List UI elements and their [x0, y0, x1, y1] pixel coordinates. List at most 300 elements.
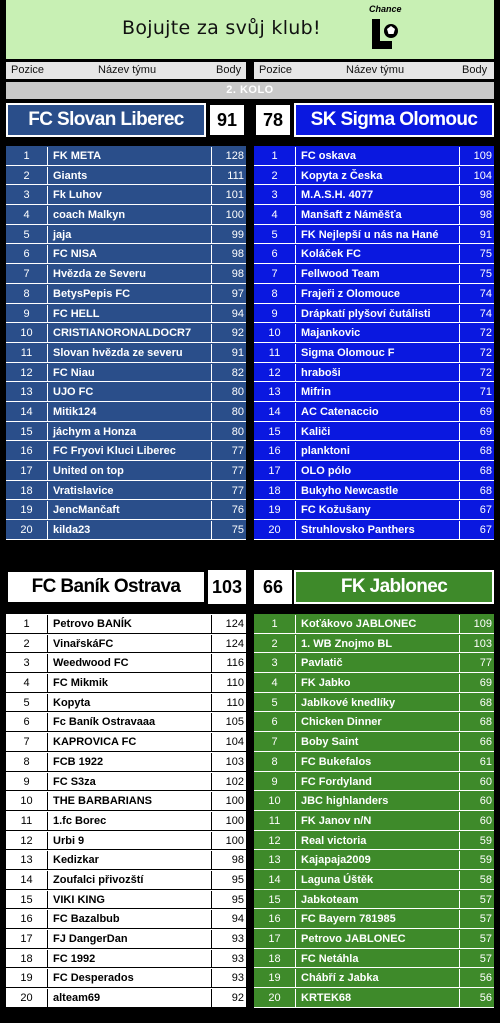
- team-name-cell: Fc Baník Ostravaaa: [49, 713, 212, 731]
- table-row: [6, 146, 246, 166]
- banner-slogan: Bojujte za svůj klub!: [122, 17, 321, 39]
- table-row: [6, 712, 246, 732]
- position-cell: 13: [6, 383, 48, 401]
- position-cell: 14: [254, 871, 296, 889]
- column-pos-label: Pozice: [11, 64, 45, 76]
- column-header-left: [6, 62, 246, 79]
- position-cell: 2: [254, 167, 296, 185]
- position-cell: 16: [6, 910, 48, 928]
- position-cell: 4: [6, 674, 48, 692]
- team-name-cell: Mifrin: [297, 383, 460, 401]
- position-cell: 19: [254, 969, 296, 987]
- team-name-cell: United on top: [49, 462, 212, 480]
- position-cell: 5: [254, 694, 296, 712]
- points-cell: 99: [231, 228, 244, 241]
- points-cell: 68: [479, 484, 492, 497]
- table-row: [6, 673, 246, 693]
- position-cell: 20: [6, 521, 48, 539]
- points-cell: 91: [231, 346, 244, 359]
- points-cell: 97: [231, 287, 244, 300]
- round-label: 2. KOLO: [6, 82, 494, 99]
- team-name-cell: 1.fc Borec: [49, 812, 212, 830]
- position-cell: 17: [254, 930, 296, 948]
- position-cell: 1: [6, 147, 48, 165]
- position-cell: 20: [254, 521, 296, 539]
- table-row: [254, 264, 494, 284]
- points-cell: 95: [231, 893, 244, 906]
- table-row: [254, 634, 494, 654]
- table-row: [6, 909, 246, 929]
- table-row: [254, 441, 494, 461]
- points-cell: 100: [225, 814, 244, 827]
- position-cell: 14: [254, 403, 296, 421]
- table-row: [6, 929, 246, 949]
- points-cell: 111: [227, 169, 244, 182]
- score-ostrava: 103: [208, 570, 246, 604]
- position-cell: 16: [254, 910, 296, 928]
- points-cell: 98: [479, 209, 492, 222]
- table-row: [6, 244, 246, 264]
- points-cell: 92: [231, 327, 244, 340]
- table-row: [6, 653, 246, 673]
- points-cell: 69: [479, 425, 492, 438]
- points-cell: 82: [231, 366, 244, 379]
- team-name-cell: Weedwood FC: [49, 654, 212, 672]
- table-row: [6, 949, 246, 969]
- team-name-cell: Pavlatič: [297, 654, 460, 672]
- table-row: [254, 811, 494, 831]
- points-cell: 71: [479, 386, 492, 399]
- position-cell: 6: [6, 245, 48, 263]
- table-row: [6, 441, 246, 461]
- score-jablonec: 66: [254, 570, 292, 604]
- points-cell: 94: [231, 307, 244, 320]
- points-cell: 91: [479, 228, 492, 241]
- table-row: [254, 752, 494, 772]
- position-cell: 17: [6, 462, 48, 480]
- team-name-cell: FC Bukefalos: [297, 753, 460, 771]
- table-row: [254, 949, 494, 969]
- points-cell: 103: [225, 755, 244, 768]
- points-cell: 93: [231, 952, 244, 965]
- position-cell: 12: [254, 832, 296, 850]
- points-cell: 75: [479, 248, 492, 261]
- table-row: [6, 481, 246, 501]
- position-cell: 11: [6, 344, 48, 362]
- team-name-cell: Vratislavice: [49, 482, 212, 500]
- table-row: [254, 909, 494, 929]
- team-name-cell: FC Fryovi Kluci Liberec: [49, 442, 212, 460]
- table-row: [254, 205, 494, 225]
- table-row: [254, 422, 494, 442]
- position-cell: 1: [254, 615, 296, 633]
- position-cell: 6: [254, 713, 296, 731]
- column-header-right: [254, 62, 494, 79]
- team-name-cell: Fk Luhov: [49, 186, 212, 204]
- position-cell: 13: [6, 851, 48, 869]
- team-name-cell: FC Desperados: [49, 969, 212, 987]
- team-name-cell: VinařskáFC: [49, 635, 212, 653]
- points-cell: 57: [479, 893, 492, 906]
- points-cell: 60: [479, 775, 492, 788]
- team-name-cell: Kopyta z Česka: [297, 167, 460, 185]
- table-row: [6, 500, 246, 520]
- position-cell: 8: [254, 285, 296, 303]
- position-cell: 19: [254, 501, 296, 519]
- position-cell: 4: [254, 206, 296, 224]
- team-name-cell: FC 1992: [49, 950, 212, 968]
- position-cell: 17: [254, 462, 296, 480]
- table-row: [254, 890, 494, 910]
- position-cell: 11: [254, 812, 296, 830]
- team-name-cell: Urbi 9: [49, 832, 212, 850]
- points-cell: 57: [479, 952, 492, 965]
- team-name-cell: KRTEK68: [297, 989, 460, 1007]
- points-cell: 77: [231, 484, 244, 497]
- team-header-liberec: FC Slovan Liberec: [6, 103, 206, 137]
- points-cell: 66: [479, 736, 492, 749]
- table-row: [6, 693, 246, 713]
- table-row: [254, 244, 494, 264]
- table-row: [6, 205, 246, 225]
- points-cell: 95: [231, 873, 244, 886]
- team-name-cell: FC Fordyland: [297, 773, 460, 791]
- points-cell: 77: [231, 465, 244, 477]
- points-cell: 93: [231, 972, 244, 985]
- position-cell: 2: [6, 167, 48, 185]
- position-cell: 5: [254, 226, 296, 244]
- table-row: [254, 304, 494, 324]
- position-cell: 1: [6, 615, 48, 633]
- position-cell: 3: [6, 654, 48, 672]
- position-cell: 18: [6, 482, 48, 500]
- team-name-cell: FK Jabko: [297, 674, 460, 692]
- table-row: [6, 323, 246, 343]
- points-cell: 72: [479, 366, 492, 379]
- position-cell: 16: [6, 442, 48, 460]
- team-name-cell: FC Niau: [49, 364, 212, 382]
- position-cell: 13: [254, 851, 296, 869]
- table-row: [254, 166, 494, 186]
- column-pts-label: Body: [216, 64, 242, 76]
- position-cell: 7: [254, 733, 296, 751]
- table-row: [6, 382, 246, 402]
- points-cell: 74: [479, 307, 492, 320]
- points-cell: 68: [479, 696, 492, 709]
- team-name-cell: BetysPepis FC: [49, 285, 212, 303]
- table-row: [6, 614, 246, 634]
- table-row: [6, 791, 246, 811]
- team-name-cell: Struhlovsko Panthers: [297, 521, 460, 539]
- points-cell: 98: [231, 268, 244, 281]
- team-name-cell: FC Kožušany: [297, 501, 460, 519]
- team-name-cell: Manšaft z Náměšťa: [297, 206, 460, 224]
- table-row: [254, 363, 494, 383]
- position-cell: 12: [6, 364, 48, 382]
- points-cell: 76: [231, 504, 244, 517]
- table-row: [6, 890, 246, 910]
- team-name-cell: Petrovo BANÍK: [49, 615, 212, 633]
- points-cell: 110: [226, 677, 244, 690]
- points-cell: 128: [225, 150, 244, 162]
- team-name-cell: Slovan hvězda ze severu: [49, 344, 212, 362]
- table-row: [6, 752, 246, 772]
- position-cell: 8: [6, 753, 48, 771]
- team-name-cell: kilda23: [49, 521, 212, 539]
- team-name-cell: FC NISA: [49, 245, 212, 263]
- position-cell: 7: [254, 265, 296, 283]
- position-cell: 9: [254, 773, 296, 791]
- table-row: [6, 461, 246, 481]
- table-row: [6, 185, 246, 205]
- table-row: [254, 712, 494, 732]
- position-cell: 9: [254, 305, 296, 323]
- position-cell: 8: [6, 285, 48, 303]
- table-row: [6, 811, 246, 831]
- position-cell: 15: [254, 891, 296, 909]
- points-cell: 100: [225, 795, 244, 808]
- position-cell: 15: [6, 891, 48, 909]
- team-name-cell: OLO pólo: [297, 462, 460, 480]
- table-row: [254, 870, 494, 890]
- position-cell: 10: [254, 792, 296, 810]
- points-cell: 94: [231, 913, 244, 926]
- points-cell: 60: [479, 814, 492, 827]
- team-name-cell: AC Catenaccio: [297, 403, 460, 421]
- team-name-cell: Koťákovo JABLONEC: [297, 615, 460, 633]
- table-row: [6, 850, 246, 870]
- position-cell: 12: [6, 832, 48, 850]
- team-name-cell: M.A.S.H. 4077: [297, 186, 460, 204]
- table-row: [254, 929, 494, 949]
- banner: [6, 0, 494, 59]
- points-cell: 72: [479, 327, 492, 340]
- table-row: [254, 500, 494, 520]
- table-row: [6, 166, 246, 186]
- column-name-label: Název týmu: [346, 64, 405, 76]
- table-row: [254, 772, 494, 792]
- position-cell: 7: [6, 733, 48, 751]
- points-cell: 80: [231, 386, 244, 399]
- table-row: [254, 520, 494, 540]
- points-cell: 69: [479, 677, 492, 690]
- table-row: [6, 225, 246, 245]
- position-cell: 20: [6, 989, 48, 1007]
- points-cell: 124: [225, 637, 244, 650]
- points-cell: 58: [479, 873, 492, 886]
- points-cell: 61: [479, 755, 492, 768]
- points-cell: 109: [473, 618, 492, 630]
- team-name-cell: Kedizkar: [49, 851, 212, 869]
- table-row: [254, 673, 494, 693]
- team-name-cell: Laguna Úštěk: [297, 871, 460, 889]
- team-name-cell: alteam69: [49, 989, 212, 1007]
- score-olomouc: 78: [254, 103, 292, 137]
- team-name-cell: Kaliči: [297, 423, 460, 441]
- team-name-cell: Hvězda ze Severu: [49, 265, 212, 283]
- team-name-cell: FC Bayern 781985: [297, 910, 460, 928]
- points-cell: 56: [479, 992, 492, 1005]
- team-name-cell: Kajapaja2009: [297, 851, 460, 869]
- table-row: [6, 363, 246, 383]
- position-cell: 6: [254, 245, 296, 263]
- table-row: [254, 614, 494, 634]
- team-name-cell: Chábří z Jabka: [297, 969, 460, 987]
- team-name-cell: jaja: [49, 226, 212, 244]
- position-cell: 3: [6, 186, 48, 204]
- team-header-ostrava: FC Baník Ostrava: [6, 570, 206, 604]
- team-name-cell: Jablkové knedlíky: [297, 694, 460, 712]
- points-cell: 57: [479, 933, 492, 945]
- team-name-cell: FC Netáhla: [297, 950, 460, 968]
- table-row: [6, 988, 246, 1008]
- points-cell: 98: [231, 248, 244, 261]
- position-cell: 7: [6, 265, 48, 283]
- table-row: [6, 343, 246, 363]
- position-cell: 10: [254, 324, 296, 342]
- chance-logo-icon: [361, 4, 411, 56]
- team-name-cell: FK Janov n/N: [297, 812, 460, 830]
- points-cell: 109: [473, 150, 492, 162]
- column-pts-label: Body: [462, 64, 488, 76]
- position-cell: 11: [6, 812, 48, 830]
- table-row: [254, 791, 494, 811]
- team-name-cell: CRISTIANORONALDOCR7: [49, 324, 212, 342]
- position-cell: 9: [6, 773, 48, 791]
- position-cell: 16: [254, 442, 296, 460]
- points-cell: 75: [479, 268, 492, 281]
- position-cell: 14: [6, 871, 48, 889]
- table-row: [254, 693, 494, 713]
- score-liberec: 91: [208, 103, 246, 137]
- position-cell: 18: [254, 950, 296, 968]
- team-name-cell: FK META: [49, 147, 212, 165]
- points-cell: 69: [479, 405, 492, 418]
- table-row: [254, 481, 494, 501]
- position-cell: 9: [6, 305, 48, 323]
- team-name-cell: Sigma Olomouc F: [297, 344, 460, 362]
- table-row: [254, 402, 494, 422]
- position-cell: 5: [6, 226, 48, 244]
- points-cell: 103: [473, 637, 492, 650]
- table-row: [6, 831, 246, 851]
- team-header-jablonec: FK Jablonec: [294, 570, 494, 604]
- position-cell: 2: [254, 635, 296, 653]
- points-cell: 124: [225, 618, 244, 630]
- team-name-cell: Boby Saint: [297, 733, 460, 751]
- table-row: [6, 284, 246, 304]
- table-row: [254, 988, 494, 1008]
- points-cell: 98: [231, 854, 244, 867]
- points-cell: 67: [479, 504, 492, 517]
- table-row: [6, 402, 246, 422]
- table-row: [254, 284, 494, 304]
- team-name-cell: Kopyta: [49, 694, 212, 712]
- table-row: [254, 225, 494, 245]
- points-cell: 77: [231, 445, 244, 458]
- team-name-cell: Majankovic: [297, 324, 460, 342]
- team-name-cell: planktoni: [297, 442, 460, 460]
- team-name-cell: KAPROVICA FC: [49, 733, 212, 751]
- position-cell: 15: [6, 423, 48, 441]
- team-name-cell: FC S3za: [49, 773, 212, 791]
- table-row: [254, 461, 494, 481]
- points-cell: 100: [225, 834, 244, 847]
- points-cell: 67: [479, 524, 492, 537]
- team-name-cell: FJ DangerDan: [49, 930, 212, 948]
- position-cell: 12: [254, 364, 296, 382]
- team-name-cell: Jabkoteam: [297, 891, 460, 909]
- points-cell: 104: [225, 736, 244, 749]
- position-cell: 11: [254, 344, 296, 362]
- table-liberec: [6, 146, 246, 540]
- team-name-cell: FK Nejlepší u nás na Hané: [297, 226, 460, 244]
- points-cell: 80: [231, 425, 244, 438]
- table-olomouc: [254, 146, 494, 540]
- team-name-cell: JencMančaft: [49, 501, 212, 519]
- position-cell: 18: [254, 482, 296, 500]
- points-cell: 116: [226, 657, 244, 670]
- table-row: [254, 146, 494, 166]
- points-cell: 101: [225, 189, 244, 202]
- points-cell: 72: [479, 346, 492, 359]
- position-cell: 20: [254, 989, 296, 1007]
- position-cell: 19: [6, 969, 48, 987]
- points-cell: 59: [479, 854, 492, 867]
- team-name-cell: Real victoria: [297, 832, 460, 850]
- team-name-cell: Bukyho Newcastle: [297, 482, 460, 500]
- logo-word: Chance: [369, 4, 402, 14]
- team-header-olomouc: SK Sigma Olomouc: [294, 103, 494, 137]
- team-name-cell: Petrovo JABLONEC: [297, 930, 460, 948]
- team-name-cell: Chicken Dinner: [297, 713, 460, 731]
- table-row: [254, 343, 494, 363]
- position-cell: 10: [6, 792, 48, 810]
- team-name-cell: UJO FC: [49, 383, 212, 401]
- position-cell: 13: [254, 383, 296, 401]
- team-name-cell: coach Malkyn: [49, 206, 212, 224]
- team-name-cell: 1. WB Znojmo BL: [297, 635, 460, 653]
- team-name-cell: Mitik124: [49, 403, 212, 421]
- points-cell: 59: [479, 834, 492, 847]
- table-row: [254, 968, 494, 988]
- position-cell: 3: [254, 654, 296, 672]
- team-name-cell: FC Mikmik: [49, 674, 212, 692]
- position-cell: 2: [6, 635, 48, 653]
- points-cell: 104: [473, 169, 492, 182]
- team-name-cell: FCB 1922: [49, 753, 212, 771]
- table-row: [6, 304, 246, 324]
- table-row: [254, 850, 494, 870]
- points-cell: 80: [231, 405, 244, 418]
- points-cell: 92: [231, 992, 244, 1005]
- position-cell: 3: [254, 186, 296, 204]
- table-jablonec: [254, 614, 494, 1008]
- position-cell: 6: [6, 713, 48, 731]
- points-cell: 57: [479, 913, 492, 926]
- position-cell: 8: [254, 753, 296, 771]
- team-name-cell: Zoufalci přivozští: [49, 871, 212, 889]
- points-cell: 102: [225, 775, 244, 788]
- points-cell: 68: [479, 716, 492, 729]
- points-cell: 74: [479, 287, 492, 300]
- team-name-cell: Drápkatí plyšoví čutálisti: [297, 305, 460, 323]
- points-cell: 98: [479, 189, 492, 202]
- table-row: [254, 831, 494, 851]
- team-name-cell: hraboši: [297, 364, 460, 382]
- table-row: [6, 968, 246, 988]
- points-cell: 77: [479, 657, 492, 670]
